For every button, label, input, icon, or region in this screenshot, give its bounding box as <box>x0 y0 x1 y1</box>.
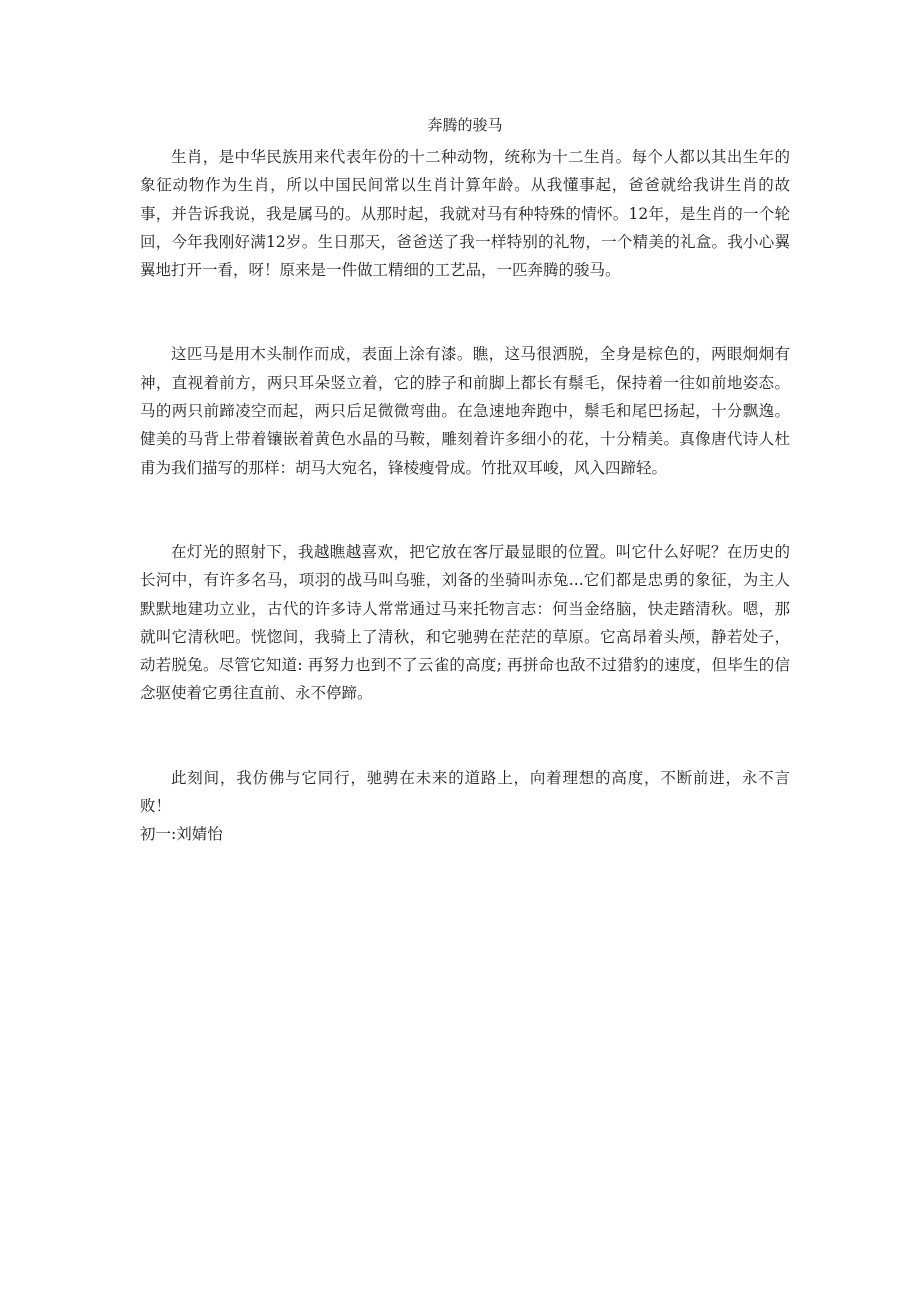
paragraph-gap <box>140 482 790 538</box>
document-title: 奔腾的骏马 <box>427 116 503 134</box>
paragraph-1: 生肖，是中华民族用来代表年份的十二种动物，统称为十二生肖。每个人都以其出生年的象征动物作为生肖，所以中国民间常以生肖计算年龄。从我懂事起，爸爸就给我讲生肖的故事，并告诉我说，我是属马的。从那时起，我就对马有种特殊的情怀。12年，是生肖的一个轮回，今年我刚好满12岁。生日那天，爸爸送了我一样特别的礼物，一个精美的礼盒。我小心翼翼地打开一看，呀！原来是一件做工精细的工艺品，一匹奔腾的骏马。 <box>140 148 790 280</box>
author-signature: 初一:刘婧怡 <box>140 825 223 844</box>
paragraph-2: 这匹马是用木头制作而成，表面上涂有漆。瞧，这马很洒脱，全身是棕色的，两眼炯炯有神，直视着前方，两只耳朵竖立着，它的脖子和前脚上都长有鬃毛，保持着一往如前地姿态。马的两只前蹄凌空而起，两只后足微微弯曲。在急速地奔跑中，鬃毛和尾巴扬起，十分飘逸。健美的马背上带着镶嵌着黄色水晶的马鞍，雕刻着许多细小的花，十分精美。真像唐代诗人杜甫为我们描写的那样：胡马大宛名，锋棱瘦骨成。竹批双耳峻，风入四蹄轻。 <box>140 345 790 477</box>
paragraph-gap <box>140 284 790 340</box>
paragraph-3: 在灯光的照射下，我越瞧越喜欢，把它放在客厅最显眼的位置。叫它什么好呢？在历史的长河中，有许多名马，项羽的战马叫乌骓，刘备的坐骑叫赤兔...它们都是忠勇的象征，为主人默默地建功立业，古代的许多诗人常常通过马来托物言志：何当金络脑，快走踏清秋。嗯，那就叫它清秋吧。恍惚间，我骑上了清秋，和它驰骋在茫茫的草原。它高昂着头颅，静若处子，动若脱兔。尽管它知道: 再努力也到不了云雀的高度; 再拼命也敌不过猎豹的速度，但毕生的信念驱使着它勇往直前、永不停蹄。 <box>140 542 790 703</box>
paragraph-4: 此刻间，我仿佛与它同行，驰骋在未来的道路上，向着理想的高度，不断前进，永不言败！ <box>140 768 790 816</box>
paragraph-gap <box>140 708 790 764</box>
document-page <box>140 113 790 848</box>
